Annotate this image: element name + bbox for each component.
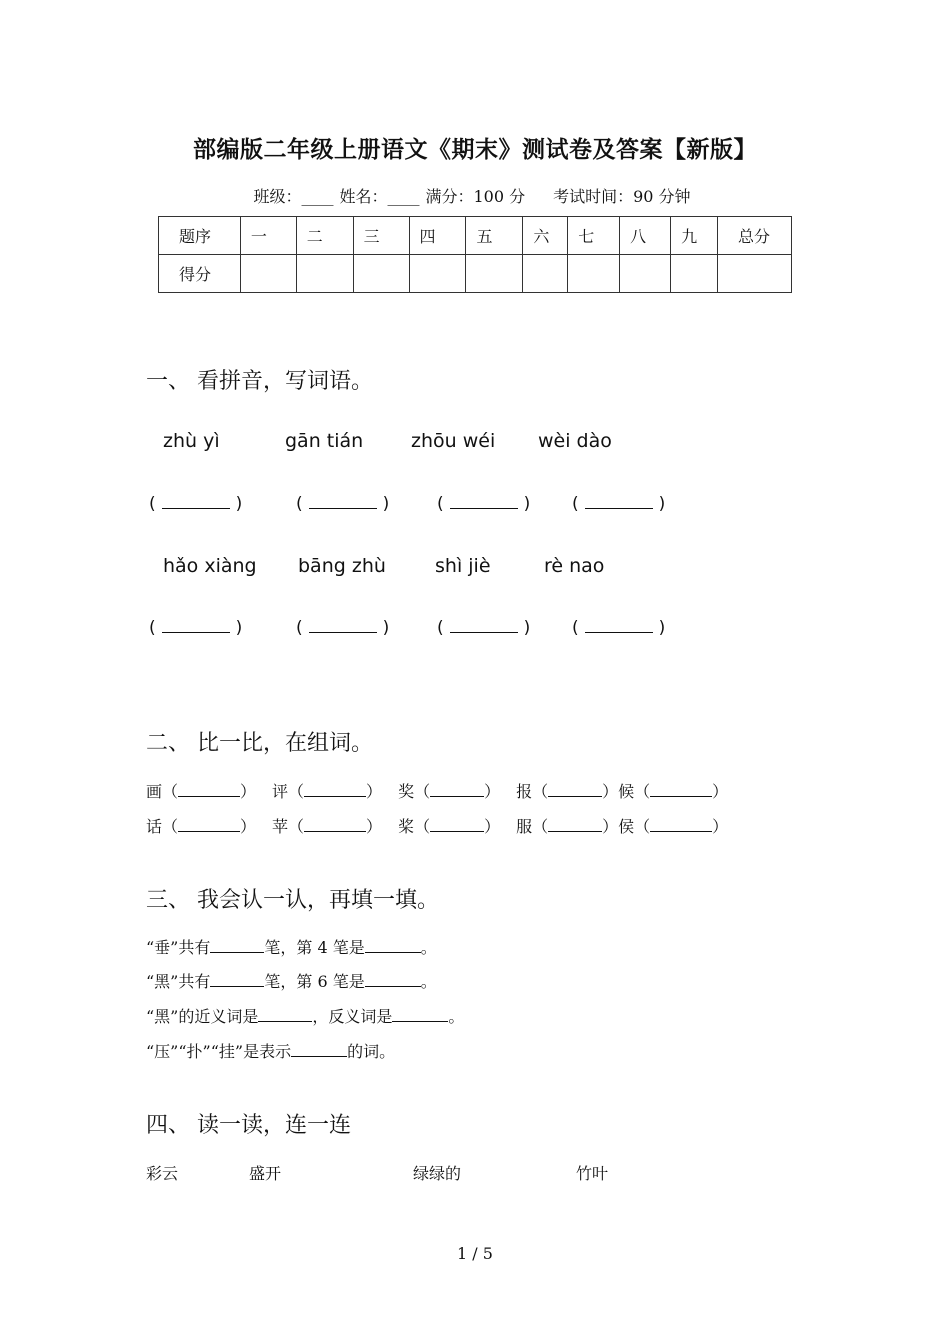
answer-blank[interactable] [548, 782, 602, 797]
fill-line [146, 1039, 395, 1062]
table-cell: 得分 [159, 255, 241, 293]
close-paren: ） [712, 817, 729, 836]
answer-blank[interactable] [162, 494, 230, 509]
score-cell[interactable] [620, 255, 671, 293]
close-paren: ） [484, 782, 501, 801]
section2-title: 二、 比一比，在组词。 [146, 731, 373, 756]
close-paren: ） [712, 782, 729, 801]
pinyin: bāng zhù [298, 555, 386, 577]
answer-blank[interactable] [304, 817, 366, 832]
open-paren: ( [437, 494, 444, 514]
open-paren: ( [437, 618, 444, 638]
score-cell[interactable] [409, 255, 466, 293]
class-field: 班级：____ [253, 187, 334, 206]
close-paren: ） [602, 782, 619, 801]
answer-box[interactable] [149, 618, 242, 638]
table-cell: 八 [620, 217, 671, 255]
match-word[interactable]: 彩云 [146, 1164, 179, 1183]
char-label: 服（ [516, 817, 549, 836]
pinyin: zhōu wéi [411, 430, 496, 452]
score-cell[interactable] [240, 255, 296, 293]
line-text: 笔，第 4 笔是 [264, 938, 365, 957]
answer-blank[interactable] [178, 782, 240, 797]
line-text: “垂”共有 [146, 938, 211, 957]
table-cell: 总分 [718, 217, 792, 255]
table-cell: 三 [353, 217, 409, 255]
answer-blank[interactable] [585, 618, 653, 633]
table-cell: 四 [409, 217, 466, 255]
char-label: 候（ [618, 782, 651, 801]
pinyin: wèi dào [538, 430, 612, 452]
answer-blank[interactable] [548, 817, 602, 832]
line-text: “黑”的近义词是 [146, 1007, 259, 1026]
score-cell[interactable] [296, 255, 353, 293]
close-paren: ) [235, 618, 243, 638]
page-number: 1 / 5 [457, 1244, 493, 1263]
answer-box[interactable] [572, 494, 665, 514]
word-group-row [146, 779, 728, 802]
answer-blank[interactable] [650, 817, 712, 832]
score-table-score-row [159, 255, 792, 293]
answer-box[interactable] [437, 494, 530, 514]
char-label: 画（ [146, 782, 179, 801]
answer-blank[interactable] [304, 782, 366, 797]
char-label: 评（ [272, 782, 305, 801]
open-paren: ( [296, 494, 303, 514]
open-paren: ( [296, 618, 303, 638]
answer-blank[interactable] [585, 494, 653, 509]
answer-blank[interactable] [162, 618, 230, 633]
answer-blank[interactable] [210, 938, 264, 953]
answer-box[interactable] [437, 618, 530, 638]
document-title: 部编版二年级上册语文《期末》测试卷及答案【新版】 [193, 136, 757, 163]
answer-blank[interactable] [309, 618, 377, 633]
answer-blank[interactable] [210, 972, 264, 987]
pinyin: hǎo xiàng [163, 555, 257, 577]
word-group-row [146, 814, 728, 837]
answer-blank[interactable] [365, 972, 421, 987]
close-paren: ) [658, 494, 666, 514]
table-cell: 题序 [159, 217, 241, 255]
open-paren: ( [572, 494, 579, 514]
answer-blank[interactable] [258, 1007, 312, 1022]
line-text: 。 [420, 972, 437, 991]
score-table-header-row [159, 217, 792, 255]
answer-box[interactable] [296, 494, 389, 514]
line-text: 。 [420, 938, 437, 957]
close-paren: ) [523, 494, 531, 514]
char-label: 话（ [146, 817, 179, 836]
line-text: 的词。 [347, 1042, 396, 1061]
line-text: 。 [448, 1007, 465, 1026]
line-text: 笔，第 6 笔是 [264, 972, 365, 991]
match-word[interactable]: 竹叶 [576, 1164, 609, 1183]
section3-title: 三、 我会认一认，再填一填。 [146, 888, 439, 913]
open-paren: ( [572, 618, 579, 638]
line-text: “黑”共有 [146, 972, 211, 991]
answer-blank[interactable] [309, 494, 377, 509]
close-paren: ） [602, 817, 619, 836]
char-label: 苹（ [272, 817, 305, 836]
answer-blank[interactable] [178, 817, 240, 832]
pinyin: shì jiè [435, 555, 491, 577]
table-cell: 六 [523, 217, 568, 255]
answer-blank[interactable] [291, 1042, 347, 1057]
score-cell[interactable] [671, 255, 718, 293]
answer-blank[interactable] [392, 1007, 448, 1022]
answer-blank[interactable] [650, 782, 712, 797]
fill-line [146, 969, 437, 992]
close-paren: ) [382, 618, 390, 638]
exam-info [0, 184, 950, 207]
table-cell: 二 [296, 217, 353, 255]
score-cell[interactable] [523, 255, 568, 293]
pinyin: zhù yì [163, 430, 220, 452]
fill-line [146, 935, 437, 958]
close-paren: ) [235, 494, 243, 514]
section1-title: 一、 看拼音，写词语。 [146, 369, 373, 394]
char-label: 桨（ [398, 817, 431, 836]
line-text: ，反义词是 [312, 1007, 393, 1026]
pinyin: rè nao [544, 555, 605, 577]
open-paren: ( [149, 494, 156, 514]
score-cell[interactable] [718, 255, 792, 293]
answer-blank[interactable] [450, 494, 518, 509]
char-label: 侯（ [618, 817, 651, 836]
table-cell: 九 [671, 217, 718, 255]
close-paren: ） [240, 817, 257, 836]
close-paren: ) [523, 618, 531, 638]
score-cell[interactable] [353, 255, 409, 293]
open-paren: ( [149, 618, 156, 638]
match-word[interactable]: 绿绿的 [413, 1164, 462, 1183]
close-paren: ) [382, 494, 390, 514]
table-cell: 七 [568, 217, 620, 255]
close-paren: ) [658, 618, 666, 638]
close-paren: ） [240, 782, 257, 801]
match-word[interactable]: 盛开 [249, 1164, 282, 1183]
close-paren: ） [366, 782, 383, 801]
answer-blank[interactable] [450, 618, 518, 633]
answer-box[interactable] [296, 618, 389, 638]
answer-blank[interactable] [430, 782, 484, 797]
char-label: 奖（ [398, 782, 431, 801]
answer-box[interactable] [149, 494, 242, 514]
answer-box[interactable] [572, 618, 665, 638]
answer-blank[interactable] [430, 817, 484, 832]
exam-time: 考试时间：90 分钟 [553, 187, 691, 206]
score-cell[interactable] [466, 255, 523, 293]
full-score: 满分：100 分 [425, 187, 526, 206]
score-cell[interactable] [568, 255, 620, 293]
section4-title: 四、 读一读，连一连 [146, 1113, 351, 1138]
name-field: 姓名：____ [339, 187, 420, 206]
table-cell: 五 [466, 217, 523, 255]
char-label: 报（ [516, 782, 549, 801]
line-text: “压”“扑”“挂”是表示 [146, 1042, 292, 1061]
answer-blank[interactable] [365, 938, 421, 953]
fill-line [146, 1004, 464, 1027]
pinyin: gān tián [285, 430, 364, 452]
score-table [158, 216, 792, 293]
close-paren: ） [366, 817, 383, 836]
close-paren: ） [484, 817, 501, 836]
table-cell: 一 [240, 217, 296, 255]
